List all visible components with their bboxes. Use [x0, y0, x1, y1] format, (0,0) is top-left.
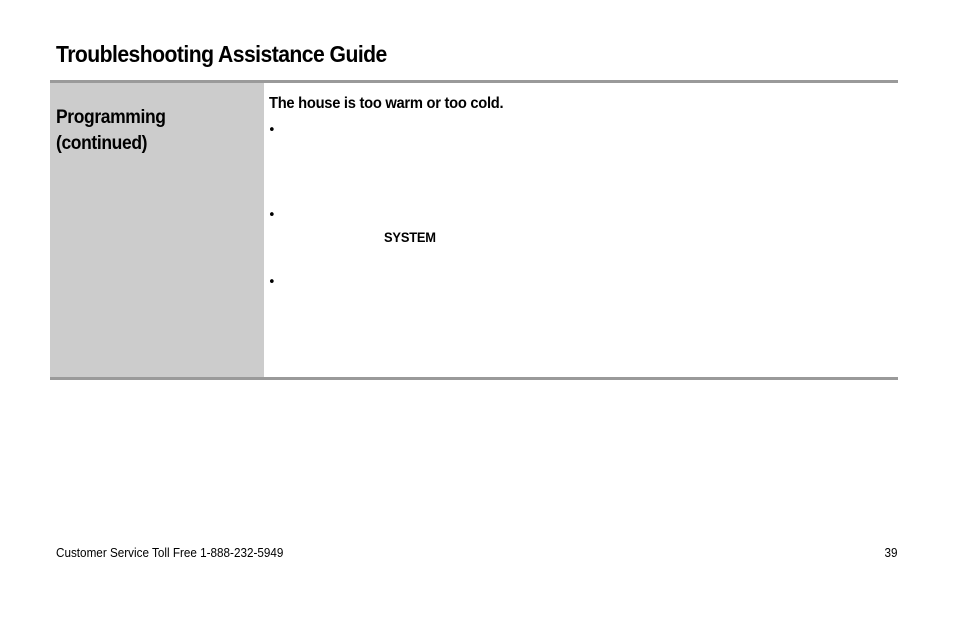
page-title: Troubleshooting Assistance Guide [56, 41, 387, 67]
table-bottom-rule [50, 377, 898, 380]
section-label [56, 105, 166, 157]
system-keyword: SYSTEM [384, 229, 436, 245]
page-number: 39 [883, 545, 897, 560]
section-panel [50, 83, 264, 377]
problem-heading: The house is too warm or too cold. [269, 95, 504, 112]
bullet-marker: • [268, 208, 276, 223]
footer-contact: Customer Service Toll Free 1-888-232-5949 [56, 545, 284, 560]
section-label-line2: (continued) [56, 133, 148, 154]
section-label-line1: Programming [56, 107, 166, 128]
bullet-marker: • [268, 275, 276, 290]
bullet-marker: • [268, 123, 276, 138]
